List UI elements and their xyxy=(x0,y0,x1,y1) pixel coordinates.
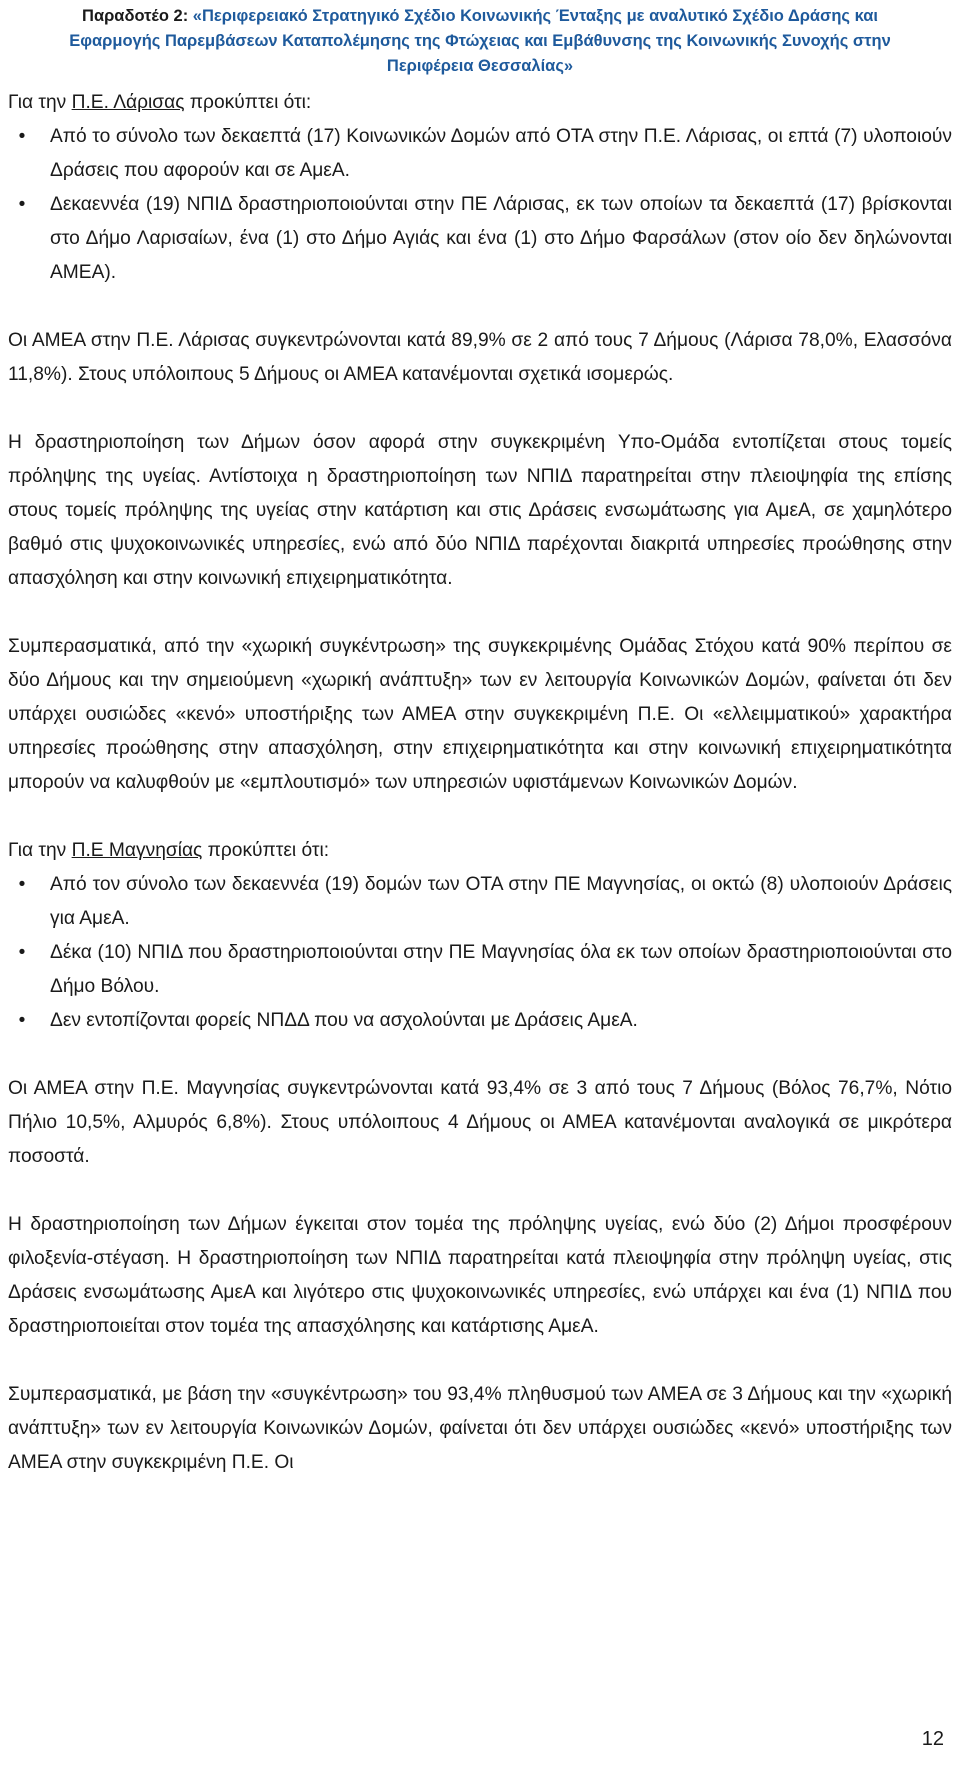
magnisia-intro xyxy=(8,834,952,868)
deliverable-title-part-1: «Περιφερειακό Στρατηγικό Σχέδιο Κοινωνικής Ένταξης με αναλυτικό Σχέδιο Δράσης και xyxy=(192,7,878,25)
magnisia-bullet-list xyxy=(8,868,952,1038)
intro-text: Για την xyxy=(8,92,72,113)
list-item xyxy=(8,188,952,290)
header-line-1 xyxy=(0,4,960,29)
page-header xyxy=(0,4,960,79)
list-item-text: Δέκα (10) ΝΠΙΔ που δραστηριοποιούνται στην ΠΕ Μαγνησίας όλα εκ των οποίων δραστηριοποιούνται στο Δήμο Βόλου. xyxy=(50,942,952,997)
list-item xyxy=(8,1004,952,1038)
bullet-icon: • xyxy=(18,1010,26,1031)
magnisia-paragraph-conclusion: Συμπερασματικά, με βάση την «συγκέντρωση» του 93,4% πληθυσμού των ΑΜΕΑ σε 3 Δήμους και την «χωρική ανάπτυξη» των εν λειτουργία Κοινωνικών Δομών, φαίνεται ότι δεν υπάρχει ουσιώδες «κενό» υποστήριξης των ΑΜΕΑ στην συγκεκριμένη Π.Ε. Οι xyxy=(8,1384,952,1473)
document-body xyxy=(8,86,952,1480)
list-item-text: Από τον σύνολο των δεκαεννέα (19) δομών των ΟΤΑ στην ΠΕ Μαγνησίας, οι οκτώ (8) υλοποιούν Δράσεις για ΑμεΑ. xyxy=(50,874,952,929)
list-item-text: Δεκαεννέα (19) ΝΠΙΔ δραστηριοποιούνται στην ΠΕ Λάρισας, εκ των οποίων τα δεκαεπτά (17) βρίσκονται στο Δήμο Λαρισαίων, ένα (1) στο Δήμο Αγιάς και ένα (1) στο Δήμο Φαρσάλων (στον οίο δεν δηλώνονται ΑΜΕΑ). xyxy=(50,194,952,283)
larisa-bullet-list xyxy=(8,120,952,290)
bullet-icon: • xyxy=(18,874,26,895)
list-item xyxy=(8,120,952,188)
magnisia-paragraph-activities: Η δραστηριοποίηση των Δήμων έγκειται στον τομέα της πρόληψης υγείας, ενώ δύο (2) Δήμοι προσφέρουν φιλοξενία-στέγαση. Η δραστηριοποίηση των ΝΠΙΔ παρατηρείται κατά πλειοψηφία στην πρόληψη υγείας, στις Δράσεις ενσωμάτωσης ΑμεΑ και λιγότερο στις ψυχοκοινωνικές υπηρεσίες, ενώ υπάρχει και ένα (1) ΝΠΙΔ που δραστηριοποιείται στον τομέα της απασχόλησης και κατάρτισης ΑμεΑ. xyxy=(8,1214,952,1337)
intro-text: Για την xyxy=(8,840,72,861)
larisa-region-ref: Π.Ε. Λάρισας xyxy=(71,92,185,113)
list-item-text: Από το σύνολο των δεκαεπτά (17) Κοινωνικών Δομών από ΟΤΑ στην Π.Ε. Λάρισας, οι επτά (7) υλοποιούν Δράσεις που αφορούν και σε ΑμεΑ. xyxy=(50,126,952,181)
bullet-icon: • xyxy=(18,942,26,963)
magnisia-paragraph-distribution: Οι ΑΜΕΑ στην Π.Ε. Μαγνησίας συγκεντρώνονται κατά 93,4% σε 3 από τους 7 Δήμους (Βόλος 76,7%, Νότιο Πήλιο 10,5%, Αλμυρός 6,8%). Στους υπόλοιπους 4 Δήμους οι ΑΜΕΑ κατανέμονται αναλογικά σε μικρότερα ποσοστά. xyxy=(8,1078,952,1167)
page-number: 12 xyxy=(921,1728,944,1750)
deliverable-label: Παραδοτέο 2: xyxy=(82,7,193,25)
larisa-paragraph-conclusion: Συμπερασματικά, από την «χωρική συγκέντρωση» της συγκεκριμένης Ομάδας Στόχου κατά 90% περίπου σε δύο Δήμους και την σημειούμενη «χωρική ανάπτυξη» των εν λειτουργία Κοινωνικών Δομών, φαίνεται ότι δεν υπάρχει ουσιώδες «κενό» υποστήριξης των ΑΜΕΑ στην συγκεκριμένη Π.Ε. Οι «ελλειμματικού» χαρακτήρα υπηρεσίες προώθησης στην απασχόληση, στην επιχειρηματικότητα και στην κοινωνική επιχειρηματικότητα μπορούν να καλυφθούν με «εμπλουτισμό» των υπηρεσιών υφιστάμενων Κοινωνικών Δομών. xyxy=(8,636,952,793)
list-item xyxy=(8,868,952,936)
intro-text: προκύπτει ότι: xyxy=(202,840,330,861)
larisa-paragraph-distribution: Οι ΑΜΕΑ στην Π.Ε. Λάρισας συγκεντρώνονται κατά 89,9% σε 2 από τους 7 Δήμους (Λάρισα 78,0%, Ελασσόνα 11,8%). Στους υπόλοιπους 5 Δήμους οι ΑΜΕΑ κατανέμονται σχετικά ισομερώς. xyxy=(8,330,952,385)
list-item-text: Δεν εντοπίζονται φορείς ΝΠΔΔ που να ασχολούνται με Δράσεις ΑμεΑ. xyxy=(50,1010,638,1031)
header-line-3: Περιφέρεια Θεσσαλίας» xyxy=(386,57,574,75)
bullet-icon: • xyxy=(18,126,26,147)
larisa-paragraph-activities: Η δραστηριοποίηση των Δήμων όσον αφορά στην συγκεκριμένη Υπο-Ομάδα εντοπίζεται στους τομείς πρόληψης της υγείας. Αντίστοιχα η δραστηριοποίηση των ΝΠΙΔ παρατηρείται στην πλειοψηφία της επίσης στους τομείς πρόληψης της υγείας στην κατάρτιση και στις Δράσεις ενσωμάτωσης για ΑμεΑ, σε χαμηλότερο βαθμό στις ψυχοκοινωνικές υπηρεσίες, ενώ από δύο ΝΠΙΔ παρέχονται διακριτά υπηρεσίες προώθησης στην απασχόληση και στην κοινωνική επιχειρηματικότητα. xyxy=(8,432,952,589)
list-item xyxy=(8,936,952,1004)
larisa-intro xyxy=(8,86,952,120)
intro-text: προκύπτει ότι: xyxy=(184,92,312,113)
header-line-2: Εφαρμογής Παρεμβάσεων Καταπολέμησης της Φτώχειας και Εμβάθυνσης της Κοινωνικής Συνοχής στην xyxy=(69,32,891,50)
bullet-icon: • xyxy=(18,194,26,215)
magnisia-region-ref: Π.Ε Μαγνησίας xyxy=(71,840,203,861)
